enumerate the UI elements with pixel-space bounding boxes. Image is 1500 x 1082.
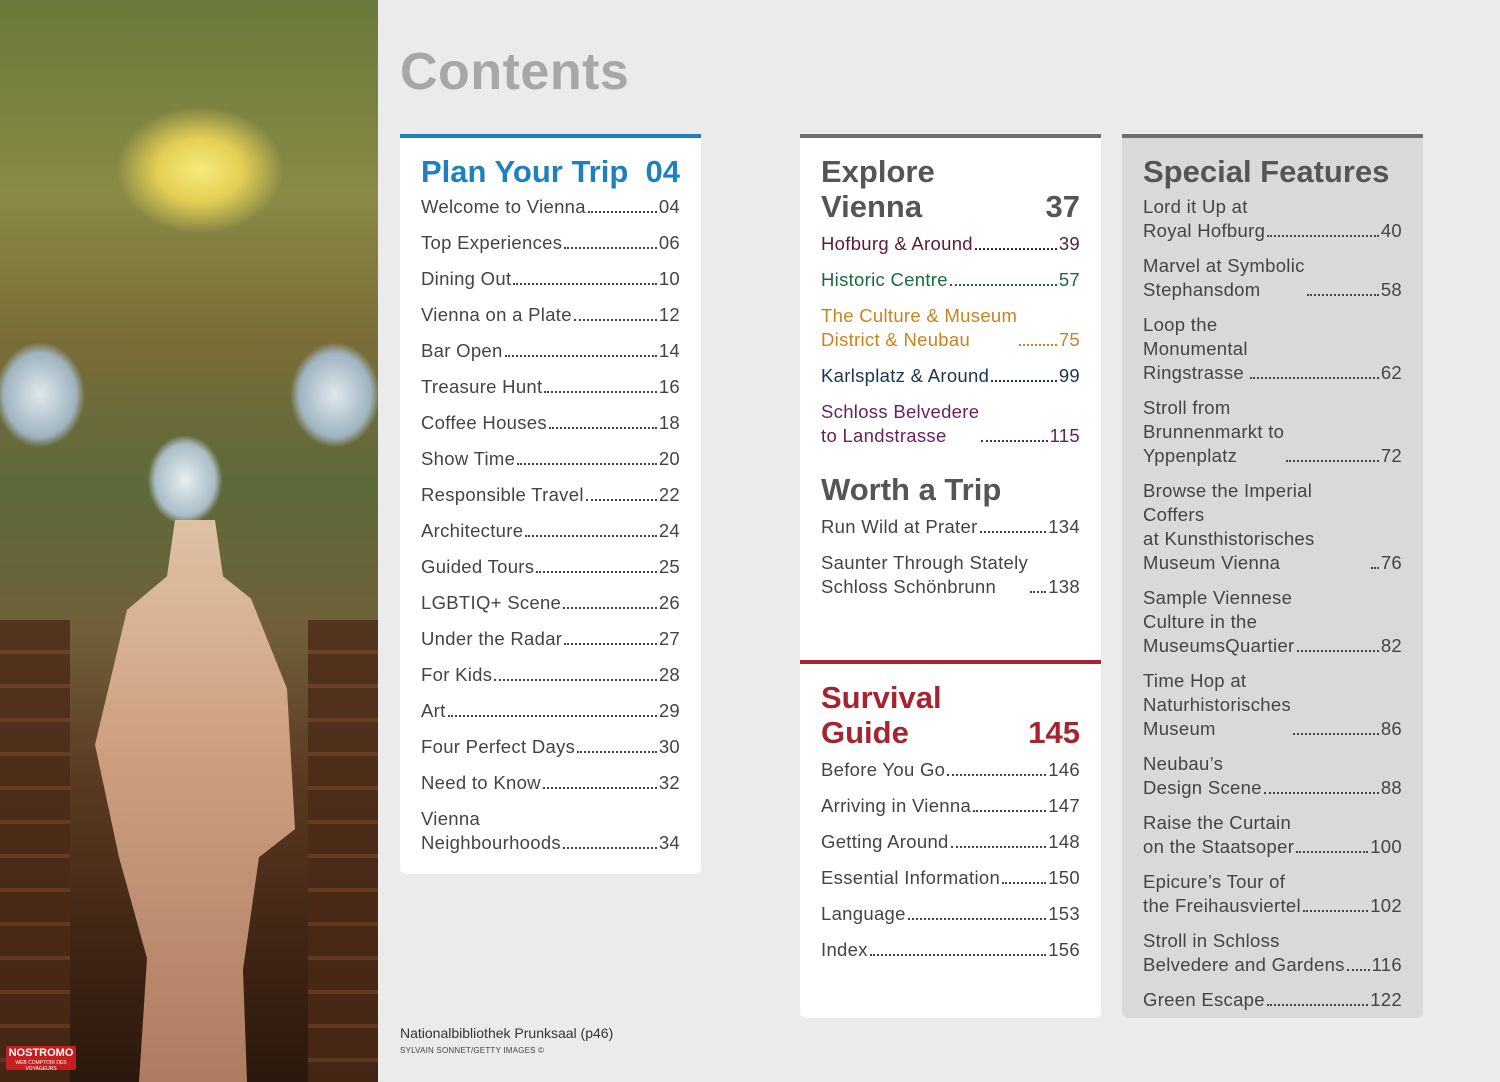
dot-leader xyxy=(1286,460,1379,462)
dot-leader xyxy=(1307,294,1379,296)
dot-leader xyxy=(1297,650,1379,652)
explore-page: 37 xyxy=(1045,189,1080,224)
toc-entry-label: Four Perfect Days xyxy=(421,736,576,757)
worth-list xyxy=(821,515,1080,599)
dot-leader xyxy=(564,247,657,249)
toc-entry[interactable] xyxy=(421,231,680,255)
dot-leader xyxy=(870,954,1046,956)
toc-entry-page: 27 xyxy=(658,628,680,649)
toc-entry-page: 30 xyxy=(658,736,680,757)
toc-entry-label: Arriving in Vienna xyxy=(821,795,972,816)
toc-entry-label: Under the Radar xyxy=(421,628,563,649)
toc-entry-label: LGBTIQ+ Scene xyxy=(421,592,562,613)
toc-entry[interactable] xyxy=(421,267,680,291)
toc-entry-page: 29 xyxy=(658,700,680,721)
toc-entry-page: 72 xyxy=(1380,445,1402,466)
toc-entry-page: 40 xyxy=(1380,220,1402,241)
cover-photo xyxy=(0,0,378,1082)
toc-entry-page: 86 xyxy=(1380,718,1402,739)
toc-entry-page: 24 xyxy=(658,520,680,541)
special-features-card xyxy=(1122,134,1423,1018)
toc-entry-page: 76 xyxy=(1380,552,1402,573)
toc-entry[interactable] xyxy=(421,519,680,543)
survival-page: 145 xyxy=(1028,715,1080,750)
toc-entry-page: 102 xyxy=(1370,895,1402,916)
toc-entry-label: Historic Centre xyxy=(821,269,948,290)
toc-entry[interactable] xyxy=(1143,752,1402,800)
toc-entry-page: 28 xyxy=(658,664,680,685)
toc-entry[interactable] xyxy=(1143,586,1402,658)
toc-entry-label: Language xyxy=(821,903,906,924)
toc-entry-label: Need to Know xyxy=(421,772,541,793)
toc-entry[interactable] xyxy=(421,627,680,651)
dot-leader xyxy=(908,918,1047,920)
toc-entry-label: Coffee Houses xyxy=(421,412,547,433)
toc-entry-label: Dining Out xyxy=(421,268,512,289)
toc-entry[interactable] xyxy=(421,447,680,471)
page-title: Contents xyxy=(400,43,630,101)
toc-entry-label: Raise the Curtain on the Staatsoper xyxy=(1143,812,1295,857)
toc-entry-label: Run Wild at Prater xyxy=(821,516,978,537)
survival-guide-card xyxy=(800,660,1101,1018)
dot-leader xyxy=(448,715,657,717)
photo-caption: Nationalbibliothek Prunksaal (p46) xyxy=(400,1025,614,1041)
explore-header xyxy=(821,154,1080,224)
toc-entry-label: Essential Information xyxy=(821,867,1001,888)
toc-entry-label: Marvel at Symbolic Stephansdom xyxy=(1143,255,1305,300)
toc-entry[interactable] xyxy=(821,304,1080,352)
dot-leader xyxy=(1002,882,1046,884)
dot-leader xyxy=(1019,344,1057,346)
toc-entry[interactable] xyxy=(821,830,1080,854)
dot-leader xyxy=(525,535,657,537)
toc-entry-page: 04 xyxy=(658,196,680,217)
toc-entry-label: Responsible Travel xyxy=(421,484,584,505)
dot-leader xyxy=(1267,1004,1368,1006)
worth-title: Worth a Trip xyxy=(821,472,1002,507)
toc-entry-page: 147 xyxy=(1048,795,1080,816)
logo-subtext: WEB COMPTOIR DES VOYAGEURS xyxy=(15,1060,67,1072)
dot-leader xyxy=(1250,377,1379,379)
dot-leader xyxy=(1303,910,1368,912)
toc-entry-page: 138 xyxy=(1048,576,1080,597)
toc-entry-page: 122 xyxy=(1370,989,1402,1010)
toc-entry[interactable] xyxy=(1143,396,1402,468)
plan-header xyxy=(421,154,680,189)
toc-entry-label: Bar Open xyxy=(421,340,503,361)
dot-leader xyxy=(947,774,1046,776)
dot-leader xyxy=(973,810,1046,812)
toc-entry-label: Sample Viennese Culture in the MuseumsQuartier xyxy=(1143,587,1295,656)
toc-entry[interactable] xyxy=(421,483,680,507)
toc-entry[interactable] xyxy=(421,591,680,615)
toc-entry[interactable] xyxy=(1143,811,1402,859)
toc-entry-label: Getting Around xyxy=(821,831,949,852)
toc-entry[interactable] xyxy=(421,303,680,327)
watermark-logo xyxy=(6,1046,76,1070)
toc-entry-page: 34 xyxy=(658,832,680,853)
dot-leader xyxy=(586,499,657,501)
toc-entry[interactable] xyxy=(421,771,680,795)
dot-leader xyxy=(577,751,657,753)
dot-leader xyxy=(543,787,657,789)
toc-entry-page: 153 xyxy=(1048,903,1080,924)
toc-entry-label: The Culture & Museum District & Neubau xyxy=(821,305,1018,350)
dot-leader xyxy=(981,440,1047,442)
dot-leader xyxy=(951,846,1047,848)
toc-entry-page: 32 xyxy=(658,772,680,793)
bookshelf-right xyxy=(308,620,378,1082)
dot-leader xyxy=(1264,792,1379,794)
dot-leader xyxy=(536,571,657,573)
logo-text: NOSTROMO xyxy=(8,1047,74,1059)
toc-entry[interactable] xyxy=(821,268,1080,292)
dot-leader xyxy=(494,679,657,681)
toc-entry-label: Karlsplatz & Around xyxy=(821,365,990,386)
plan-title: Plan Your Trip xyxy=(421,154,629,189)
toc-entry[interactable] xyxy=(1143,988,1402,1012)
dot-leader xyxy=(975,248,1057,250)
toc-entry[interactable] xyxy=(1143,195,1402,243)
statue-figure xyxy=(95,520,295,1082)
toc-entry[interactable] xyxy=(1143,254,1402,302)
plan-page: 04 xyxy=(645,154,680,189)
toc-entry[interactable] xyxy=(1143,929,1402,977)
toc-entry-label: Lord it Up at Royal Hofburg xyxy=(1143,196,1266,241)
toc-entry-label: For Kids xyxy=(421,664,493,685)
plan-your-trip-card xyxy=(400,134,701,874)
toc-entry-label: Stroll in Schloss Belvedere and Gardens xyxy=(1143,930,1345,975)
toc-entry-label: Architecture xyxy=(421,520,524,541)
toc-entry-page: 88 xyxy=(1380,777,1402,798)
toc-entry-label: Browse the Imperial Coffers at Kunsthistorisches Museum Vienna xyxy=(1143,480,1315,573)
dot-leader xyxy=(505,355,657,357)
toc-entry-label: Show Time xyxy=(421,448,516,469)
special-list xyxy=(1143,195,1402,1012)
explore-title: Explore Vienna xyxy=(821,154,935,224)
toc-entry-page: 99 xyxy=(1058,365,1080,386)
toc-entry[interactable] xyxy=(1143,870,1402,918)
toc-entry-page: 134 xyxy=(1048,516,1080,537)
dot-leader xyxy=(1030,591,1046,593)
toc-entry[interactable] xyxy=(821,551,1080,599)
toc-entry-label: Saunter Through Stately Schloss Schönbrunn xyxy=(821,552,1029,597)
survival-title: Survival Guide xyxy=(821,680,942,750)
dot-leader xyxy=(563,847,657,849)
toc-entry[interactable] xyxy=(821,866,1080,890)
survival-list xyxy=(821,758,1080,962)
plan-list xyxy=(421,195,680,855)
dot-leader xyxy=(513,283,656,285)
toc-entry-page: 12 xyxy=(658,304,680,325)
toc-entry[interactable] xyxy=(821,758,1080,782)
survival-header xyxy=(821,680,1080,750)
toc-entry-label: Guided Tours xyxy=(421,556,535,577)
toc-entry-page: 115 xyxy=(1049,425,1080,446)
toc-entry[interactable] xyxy=(421,735,680,759)
toc-entry[interactable] xyxy=(821,364,1080,388)
toc-entry-page: 58 xyxy=(1380,279,1402,300)
toc-entry-label: Vienna Neighbourhoods xyxy=(421,808,561,853)
dot-leader xyxy=(1347,969,1370,971)
toc-entry-page: 22 xyxy=(658,484,680,505)
toc-entry-label: Hofburg & Around xyxy=(821,233,973,254)
toc-entry[interactable] xyxy=(821,232,1080,256)
toc-entry-page: 146 xyxy=(1048,759,1080,780)
explore-card xyxy=(800,134,1101,662)
toc-entry-page: 18 xyxy=(658,412,680,433)
toc-entry-page: 16 xyxy=(658,376,680,397)
toc-entry-label: Treasure Hunt xyxy=(421,376,543,397)
toc-entry[interactable] xyxy=(1143,479,1402,575)
dot-leader xyxy=(564,643,657,645)
toc-entry[interactable] xyxy=(421,807,680,855)
dot-leader xyxy=(950,284,1057,286)
toc-entry[interactable] xyxy=(421,339,680,363)
toc-entry-label: Green Escape xyxy=(1143,989,1265,1010)
toc-entry-page: 06 xyxy=(658,232,680,253)
toc-entry-page: 25 xyxy=(658,556,680,577)
toc-entry-page: 156 xyxy=(1048,939,1080,960)
toc-entry-page: 148 xyxy=(1048,831,1080,852)
toc-entry-page: 26 xyxy=(658,592,680,613)
toc-entry[interactable] xyxy=(821,515,1080,539)
toc-entry-page: 62 xyxy=(1380,362,1402,383)
bookshelf-left xyxy=(0,620,70,1082)
dot-leader xyxy=(574,319,657,321)
toc-entry[interactable] xyxy=(1143,669,1402,741)
toc-entry[interactable] xyxy=(421,375,680,399)
dot-leader xyxy=(1293,733,1379,735)
toc-entry-page: 57 xyxy=(1058,269,1080,290)
dot-leader xyxy=(544,391,656,393)
special-header xyxy=(1143,154,1402,189)
dot-leader xyxy=(549,427,657,429)
toc-entry-label: Index xyxy=(821,939,868,960)
toc-entry-page: 82 xyxy=(1380,635,1402,656)
toc-entry-label: Schloss Belvedere to Landstrasse xyxy=(821,401,980,446)
toc-entry-label: Top Experiences xyxy=(421,232,563,253)
dot-leader xyxy=(980,531,1047,533)
explore-list xyxy=(821,232,1080,448)
toc-entry-page: 116 xyxy=(1371,954,1402,975)
toc-entry-label: Loop the Monumental Ringstrasse xyxy=(1143,314,1248,383)
toc-entry[interactable] xyxy=(821,902,1080,926)
toc-entry[interactable] xyxy=(1143,313,1402,385)
toc-entry-page: 10 xyxy=(658,268,680,289)
toc-entry-label: Neubau’s Design Scene xyxy=(1143,753,1262,798)
toc-entry-label: Epicure’s Tour of the Freihausviertel xyxy=(1143,871,1301,916)
toc-entry-page: 100 xyxy=(1370,836,1402,857)
toc-entry-label: Vienna on a Plate xyxy=(421,304,572,325)
dot-leader xyxy=(1296,851,1368,853)
photo-credit: SYLVAIN SONNET/GETTY IMAGES © xyxy=(400,1046,545,1055)
toc-entry-label: Stroll from Brunnenmarkt to Yppenplatz xyxy=(1143,397,1285,466)
special-title: Special Features xyxy=(1143,154,1390,189)
toc-entry-page: 75 xyxy=(1058,329,1080,350)
toc-entry-page: 14 xyxy=(658,340,680,361)
dot-leader xyxy=(517,463,657,465)
toc-entry-label: Time Hop at Naturhistorisches Museum xyxy=(1143,670,1292,739)
toc-entry[interactable] xyxy=(421,663,680,687)
toc-entry[interactable] xyxy=(421,195,680,219)
worth-header xyxy=(821,472,1080,507)
toc-entry[interactable] xyxy=(421,699,680,723)
toc-entry-label: Art xyxy=(421,700,446,721)
toc-entry-page: 150 xyxy=(1048,867,1080,888)
toc-entry-label: Welcome to Vienna xyxy=(421,196,586,217)
dot-leader xyxy=(1267,235,1379,237)
toc-entry-page: 39 xyxy=(1058,233,1080,254)
toc-entry[interactable] xyxy=(421,555,680,579)
dot-leader xyxy=(563,607,657,609)
toc-entry-label: Before You Go xyxy=(821,759,946,780)
toc-entry[interactable] xyxy=(421,411,680,435)
toc-entry[interactable] xyxy=(821,794,1080,818)
dot-leader xyxy=(588,211,657,213)
toc-entry[interactable] xyxy=(821,938,1080,962)
dot-leader xyxy=(991,380,1057,382)
toc-entry-page: 20 xyxy=(658,448,680,469)
toc-entry[interactable] xyxy=(821,400,1080,448)
dot-leader xyxy=(1371,567,1379,569)
